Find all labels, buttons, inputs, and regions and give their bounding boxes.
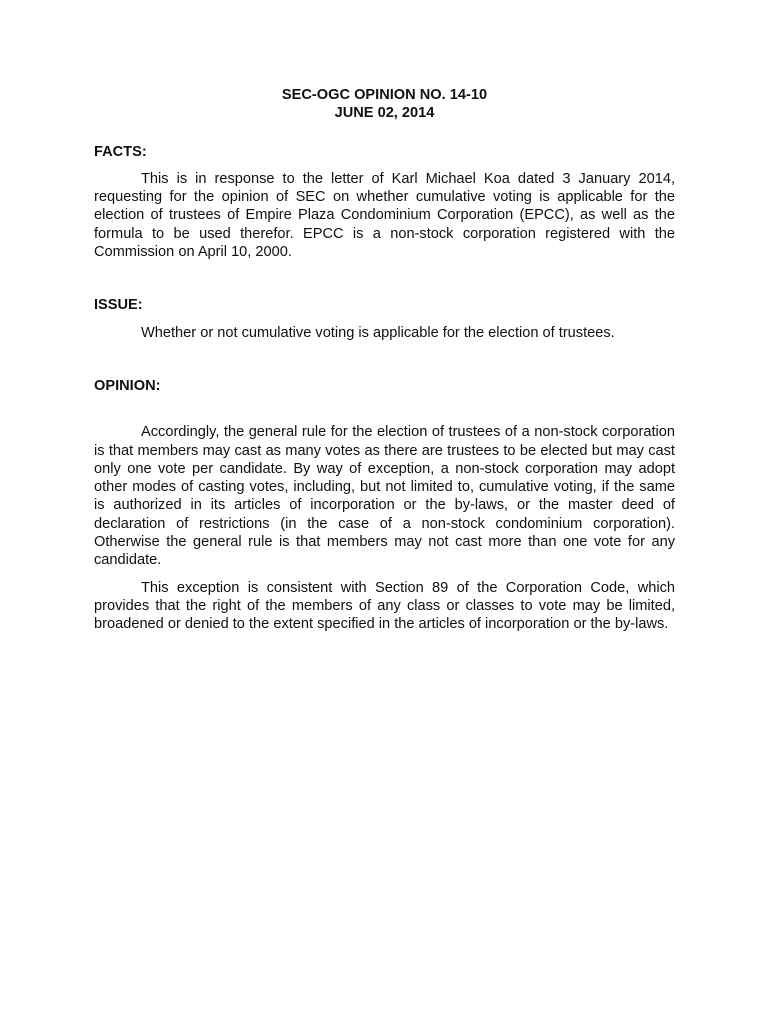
opinion-paragraph-2: This exception is consistent with Section 89 of the Corporation Code, which provides that the right of the members of any class or classes to vote may be limited, broadened or denied to the extent specified in the articles of incorporation or the by-laws.	[94, 579, 675, 633]
opinion-paragraph-1: Accordingly, the general rule for the election of trustees of a non-stock corporation is that members may cast as many votes as there are trustees to be elected but may cast only one vote per candidate. By way of exception, a non-stock corporation may adopt other modes of casting votes, including, but not limited to, cumulative voting, if the same is authorized in its articles of incorporation or the by-laws, or the master deed of declaration of restrictions (in the case of a non-stock condominium corporation). Otherwise the general rule is that members may not cast more than one vote for any candidate.	[94, 424, 675, 569]
document-body	[94, 86, 675, 634]
opinion-number: SEC-OGC OPINION NO. 14-10	[281, 87, 488, 103]
facts-heading: FACTS:	[94, 143, 147, 160]
issue-paragraph: Whether or not cumulative voting is applicable for the election of trustees.	[141, 324, 615, 341]
opinion-date: JUNE 02, 2014	[334, 105, 435, 122]
document-header	[94, 86, 675, 123]
opinion-heading: OPINION:	[94, 377, 161, 394]
facts-paragraph: This is in response to the letter of Karl Michael Koa dated 3 January 2014, requesting for the opinion of SEC on whether cumulative voting is applicable for the election of trustees of Empire Plaza Condominium Corporation (EPCC), as well as the formula to be used therefor. EPCC is a non-stock corporation registered with the Commission on April 10, 2000.	[94, 170, 675, 261]
issue-heading: ISSUE:	[94, 297, 143, 314]
